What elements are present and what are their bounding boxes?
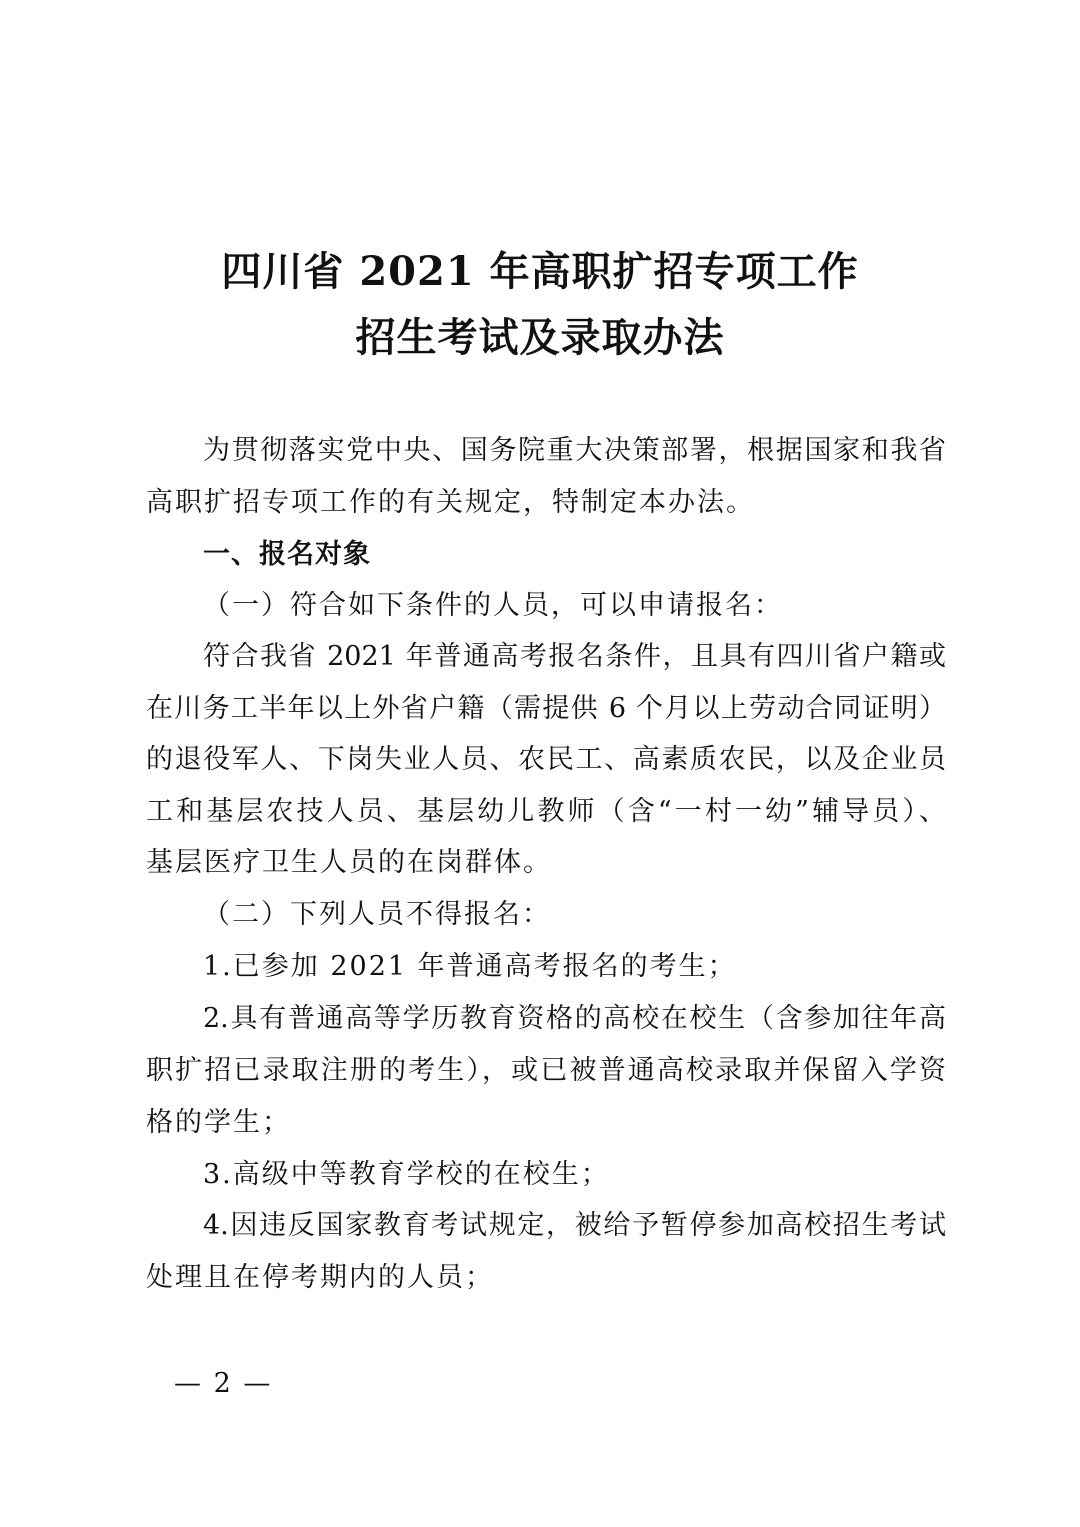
- paragraph-line: 基层医疗卫生人员的在岗群体。: [146, 847, 552, 878]
- list-item: 3.高级中等教育学校的在校生；: [203, 1159, 610, 1190]
- document-title-line-1: 四川省 2021 年高职扩招专项工作: [221, 248, 859, 295]
- document-title-line-2: 招生考试及录取办法: [355, 314, 725, 361]
- paragraph-line: 符合我省 2021 年普通高考报名条件，且具有四川省户籍或: [203, 641, 946, 672]
- list-item: 2.具有普通高等学历教育资格的高校在校生（含参加往年高: [203, 1003, 946, 1034]
- paragraph-line: 工和基层农技人员、基层幼儿教师（含“一村一幼”辅导员）、: [146, 796, 946, 827]
- paragraph-line: 在川务工半年以上外省户籍（需提供 6 个月以上劳动合同证明）: [146, 693, 946, 724]
- paragraph-line: （二）下列人员不得报名：: [203, 899, 551, 930]
- paragraph-line: （一）符合如下条件的人员，可以申请报名：: [203, 590, 783, 621]
- paragraph-line: 职扩招已录取注册的考生），或已被普通高校录取并保留入学资: [146, 1055, 946, 1086]
- list-item: 1.已参加 2021 年普通高考报名的考生；: [203, 951, 737, 982]
- paragraph-line: 的退役军人、下岗失业人员、农民工、高素质农民，以及企业员: [146, 744, 946, 775]
- paragraph-line: 高职扩招专项工作的有关规定，特制定本办法。: [146, 487, 755, 518]
- section-heading: 一、报名对象: [203, 539, 371, 570]
- list-item: 4.因违反国家教育考试规定，被给予暂停参加高校招生考试: [203, 1210, 946, 1241]
- paragraph-line: 处理且在停考期内的人员；: [146, 1262, 494, 1293]
- paragraph-line: 格的学生；: [146, 1107, 291, 1138]
- paragraph-line: 为贯彻落实党中央、国务院重大决策部署，根据国家和我省: [203, 435, 946, 466]
- page-number: — 2 —: [174, 1368, 273, 1399]
